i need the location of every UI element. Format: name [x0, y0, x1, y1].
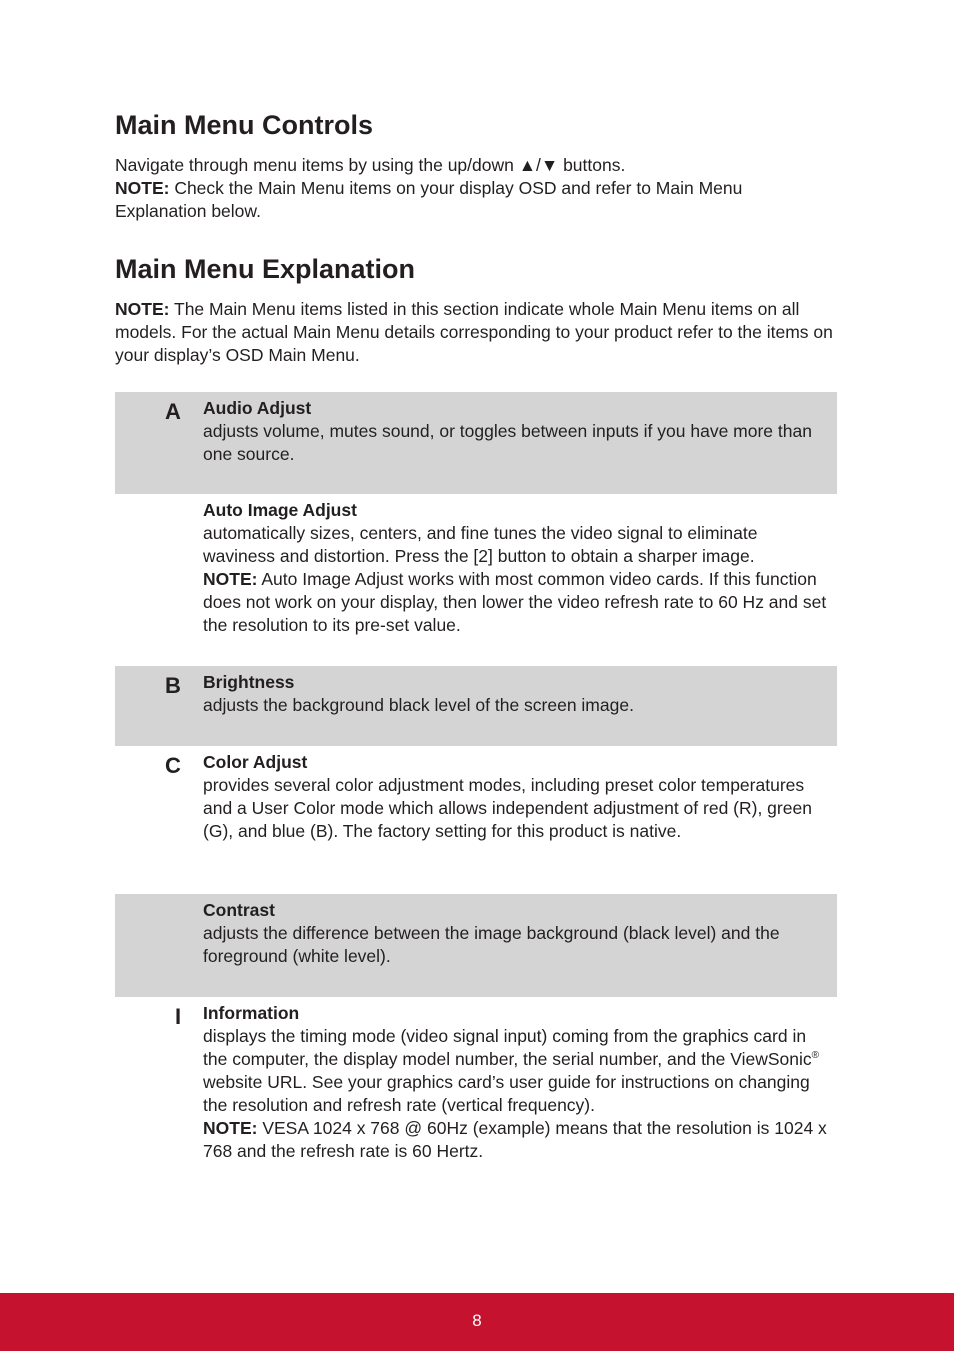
explanation-note-text: The Main Menu items listed in this section indicate whole Main Menu items on all models. For the actual Main Menu details corresponding to your product refer to the items on your display’s OSD Main Menu. [115, 299, 833, 365]
table-row [115, 494, 837, 666]
explanation-paragraph [115, 298, 837, 367]
menu-items-table [115, 392, 837, 1197]
row-cell [203, 397, 833, 466]
controls-paragraph [115, 154, 837, 223]
row-description-cont: website URL. See your graphics card’s user guide for instructions on changing the resolution and refresh rate (vertical frequency). [203, 1072, 810, 1115]
row-title: Information [203, 1003, 300, 1023]
row-description: adjusts the difference between the image background (black level) and the foreground (white level). [203, 923, 780, 966]
row-description: displays the timing mode (video signal input) coming from the graphics card in the computer, the display model number, the serial number, and the ViewSonic [203, 1026, 812, 1069]
row-title: Brightness [203, 672, 295, 692]
note-label: NOTE: [203, 1118, 258, 1138]
row-letter: A [165, 399, 181, 424]
page-footer [0, 1293, 954, 1351]
note-label: NOTE: [203, 569, 258, 589]
row-title: Audio Adjust [203, 398, 312, 418]
row-cell [203, 751, 833, 843]
table-row [115, 997, 837, 1197]
row-title: Contrast [203, 900, 275, 920]
row-note-text: Auto Image Adjust works with most common video cards. If this function does not work on your display, then lower the video refresh rate to 60 Hz and set the resolution to its pre-set value. [203, 569, 827, 635]
row-letter: B [165, 673, 181, 698]
row-description: automatically sizes, centers, and fine tunes the video signal to eliminate waviness and distortion. Press the [2] button to obtain a sharper image. [203, 523, 758, 566]
row-title: Auto Image Adjust [203, 500, 357, 520]
row-title: Color Adjust [203, 752, 308, 772]
table-row [115, 894, 837, 997]
row-description: adjusts the background black level of the screen image. [203, 695, 634, 715]
table-row [115, 746, 837, 894]
row-cell [203, 899, 833, 968]
row-cell [203, 671, 833, 717]
table-row [115, 666, 837, 746]
table-row [115, 392, 837, 494]
row-cell [203, 499, 833, 637]
note-label: NOTE: [115, 299, 170, 319]
row-letter: C [165, 753, 181, 778]
row-letter: I [175, 1004, 182, 1029]
row-description: provides several color adjustment modes, including preset color temperatures and a User Color mode which allows independent adjustment of red (R), green (G), and blue (B). The factory setting for this product is native. [203, 775, 812, 841]
row-description: adjusts volume, mutes sound, or toggles between inputs if you have more than one source. [203, 421, 812, 464]
main-menu-controls-heading: Main Menu Controls [115, 110, 373, 140]
controls-line: Navigate through menu items by using the up/down ▲/▼ buttons. [115, 155, 626, 175]
note-label: NOTE: [115, 178, 170, 198]
controls-note-text: Check the Main Menu items on your display OSD and refer to Main Menu Explanation below. [115, 178, 743, 221]
main-menu-explanation-heading: Main Menu Explanation [115, 254, 416, 284]
row-cell [203, 1002, 833, 1163]
row-note-text: VESA 1024 x 768 @ 60Hz (example) means that the resolution is 1024 x 768 and the refresh rate is 60 Hertz. [203, 1118, 827, 1161]
page-number: 8 [472, 1311, 482, 1330]
registered-mark: ® [811, 1050, 820, 1062]
